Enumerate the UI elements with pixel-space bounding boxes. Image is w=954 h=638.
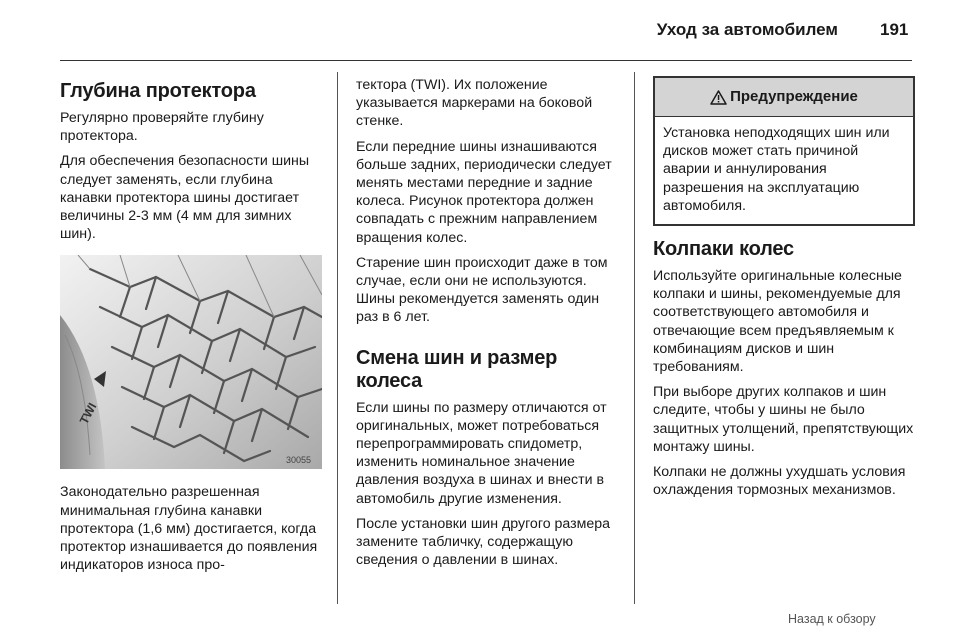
heading-wheel-covers: Колпаки колес bbox=[653, 238, 794, 261]
paragraph: Законодательно разрешенная минимальная глубина канавки протектора (1,6 мм) достигается, когда протектор изнашивается до появления индикаторов износа про- bbox=[60, 484, 318, 574]
paragraph: Колпаки не должны ухудшать условия охлаждения тормозных механизмов. bbox=[653, 464, 906, 499]
warning-header bbox=[655, 78, 913, 117]
section-title: Уход за автомобилем bbox=[656, 20, 838, 39]
column-divider bbox=[634, 72, 635, 604]
twi-label: TWI bbox=[76, 400, 100, 427]
column-2 bbox=[356, 76, 622, 569]
paragraph: Используйте оригинальные колесные колпаки и шины, рекомендуемые для соответствующего автомобиля и отвечающие всем предъявляемым к комбинациям дисков и шин требованиям. bbox=[653, 268, 902, 376]
paragraph: После установки шин другого размера замените табличку, содержащую сведения о давлении в шинах. bbox=[356, 515, 611, 569]
heading-tire-change: Смена шин и размер колеса bbox=[356, 346, 558, 392]
page-number: 191 bbox=[880, 20, 909, 39]
warning-title: Предупреждение bbox=[730, 87, 858, 105]
warning-text: Установка неподходящих шин или дисков может стать причиной аварии и аннулирования разрешения на эксплуатацию автомобиля. bbox=[663, 125, 890, 214]
warning-triangle-icon bbox=[710, 90, 727, 105]
paragraph: Если передние шины изнашиваются больше задних, периодически следует менять местами передние и задние колеса. Рисунок протектора должен совпадать с прежним направлением вращения колес. bbox=[356, 138, 612, 246]
header-divider bbox=[60, 60, 912, 61]
paragraph: При выборе других колпаков и шин следите, чтобы у шины не было защитных утолщений, препятствующих монтажу шины. bbox=[653, 384, 914, 455]
paragraph: Регулярно проверяйте глубину протектора. bbox=[60, 110, 264, 145]
warning-box bbox=[653, 76, 915, 226]
tire-tread-illustration bbox=[60, 255, 322, 469]
paragraph: Для обеспечения безопасности шины следует заменять, если глубина канавки протектора шины достигает величины 2-3 мм (4 мм для зимних шин). bbox=[60, 153, 310, 243]
back-to-overview-link[interactable]: Назад к обзору bbox=[788, 612, 876, 626]
paragraph: Старение шин происходит даже в том случае, если они не используются. Шины рекомендуется заменять один раз в 6 лет. bbox=[356, 254, 608, 326]
column-divider bbox=[337, 72, 338, 604]
figure-number: 30055 bbox=[286, 455, 312, 466]
tire-tread-figure bbox=[60, 255, 322, 469]
column-1 bbox=[60, 80, 324, 574]
paragraph: Если шины по размеру отличаются от оригинальных, может потребоваться перепрограммировать спидометр, изменить номинальное значение давления воздуха в шинах и внести в автомобиль другие изменения. bbox=[356, 399, 607, 507]
heading-tread-depth: Глубина протектора bbox=[60, 80, 256, 102]
paragraph: тектора (TWI). Их положение указывается маркерами на боковой стенке. bbox=[356, 77, 593, 130]
column-3 bbox=[653, 76, 915, 499]
